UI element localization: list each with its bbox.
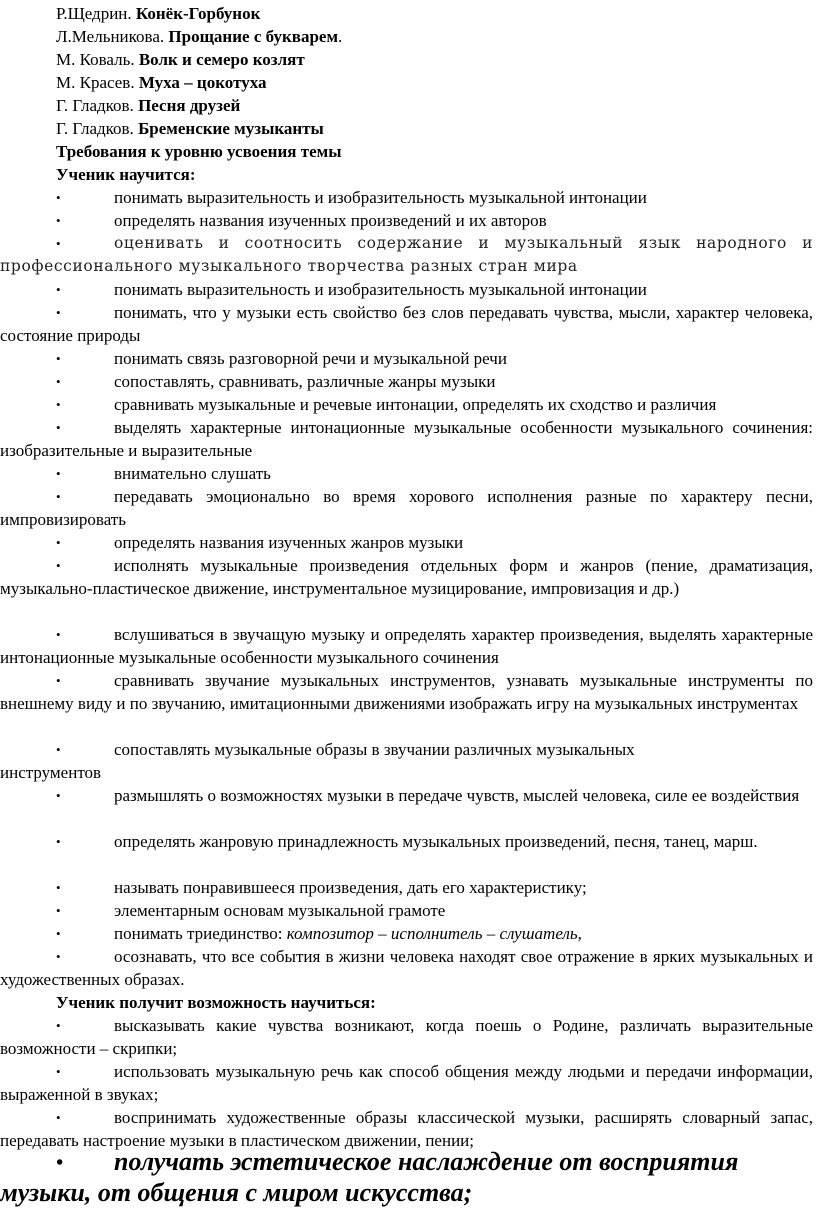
bullet-icon: •: [56, 282, 61, 297]
work-line: [56, 71, 266, 94]
requirements-heading: Требования к уровню усвоения темы: [56, 142, 342, 161]
work-line: [56, 2, 260, 25]
work-title: Бременские музыканты: [138, 119, 324, 138]
list-item: • внимательно слушать: [56, 464, 271, 483]
bullet-icon: •: [56, 1152, 64, 1174]
bullet-icon: •: [56, 190, 61, 205]
work-line: [56, 117, 324, 140]
list-item: • сравнивать звучание музыкальных инструментов, узнавать музыкальные инструменты по внешнему виду и по звучанию, имитационными движениями изображать игру на музыкальных инструментах: [0, 671, 813, 713]
triad-italic: композитор – исполнитель – слушатель: [286, 924, 578, 943]
bullet-icon: •: [56, 351, 61, 366]
work-line: [56, 48, 305, 71]
list-item: • сравнивать музыкальные и речевые интонации, определять их сходство и различия: [56, 395, 717, 414]
work-author: Р.Щедрин.: [56, 4, 132, 23]
bullet-icon: •: [56, 1110, 61, 1125]
list-item: • элементарным основам музыкальной грамоте: [56, 901, 446, 920]
list-item: • определять жанровую принадлежность музыкальных произведений, песня, танец, марш.: [56, 832, 758, 851]
list-item: • вслушиваться в звучащую музыку и определять характер произведения, выделять характерные интонационные музыкальные особенности музыкального сочинения: [0, 625, 813, 667]
bullet-icon: •: [56, 236, 61, 251]
list-item: • исполнять музыкальные произведения отдельных форм и жанров (пение, драматизация, музыкально-пластическое движение, инструментальное музицирование, импровизация и др.): [0, 556, 813, 598]
student-will-learn-heading: Ученик научится:: [56, 165, 196, 184]
bullet-icon: •: [56, 374, 61, 389]
bullet-icon: •: [56, 949, 61, 964]
bullet-icon: •: [56, 420, 61, 435]
work-author: Л.Мельникова.: [56, 27, 165, 46]
bullet-icon: •: [56, 535, 61, 550]
bullet-icon: •: [56, 926, 61, 941]
work-author: Г. Гладков.: [56, 119, 134, 138]
list-item: • осознавать, что все события в жизни человека находят свое отражение в ярких музыкальных и художественных образах.: [0, 947, 813, 989]
bullet-icon: •: [56, 788, 61, 803]
list-item: • понимать, что у музыки есть свойство без слов передавать чувства, мысли, характер человека, состояние природы: [0, 303, 813, 345]
work-title: Конёк-Горбунок: [135, 4, 261, 23]
bullet-icon: •: [56, 880, 61, 895]
bullet-icon: •: [56, 1018, 61, 1033]
list-item-emphasized: • получать эстетическое наслаждение от восприятия музыки, от общения с миром искусства;: [0, 1147, 739, 1207]
bullet-icon: •: [56, 466, 61, 481]
list-item: • понимать связь разговорной речи и музыкальной речи: [56, 349, 507, 368]
list-item: • использовать музыкальную речь как способ общения между людьми и передачи информации, выраженной в звуках;: [0, 1062, 813, 1104]
bullet-icon: •: [56, 397, 61, 412]
bullet-icon: •: [56, 305, 61, 320]
list-item: • понимать выразительность и изобразительность музыкальной интонации: [56, 280, 647, 299]
list-item: • сопоставлять, сравнивать, различные жанры музыки: [56, 372, 496, 391]
bullet-icon: •: [56, 834, 61, 849]
work-title: Муха – цокотуха: [138, 73, 267, 92]
list-item: • оценивать и соотносить содержание и музыкальный язык народного и профессионального музыкального творчества разных стран мира: [0, 234, 813, 275]
work-line: [56, 94, 240, 117]
list-item: • передавать эмоционально во время хорового исполнения разные по характеру песни, импровизировать: [0, 487, 813, 529]
list-item: • определять названия изученных произведений и их авторов: [56, 211, 547, 230]
list-item: • воспринимать художественные образы классической музыки, расширять словарный запас, передавать настроение музыки в пластическом движении, пении;: [0, 1108, 813, 1150]
bullet-icon: •: [56, 489, 61, 504]
bullet-icon: •: [56, 213, 61, 228]
bullet-icon: •: [56, 673, 61, 688]
work-line: Л.Мельникова. Прощание с букварем.: [56, 27, 343, 46]
work-title: Песня друзей: [138, 96, 241, 115]
bullet-icon: •: [56, 627, 61, 642]
list-item: • выделять характерные интонационные музыкальные особенности музыкального сочинения: изобразительные и выразительные: [0, 418, 813, 460]
list-item: • высказывать какие чувства возникают, когда поешь о Родине, различать выразительные возможности – скрипки;: [0, 1016, 813, 1058]
bullet-icon: •: [56, 903, 61, 918]
list-item: • размышлять о возможностях музыки в передаче чувств, мыслей человека, силе ее воздействия: [56, 786, 800, 805]
work-author: Г. Гладков.: [56, 96, 134, 115]
work-author: М. Красев.: [56, 73, 135, 92]
opportunity-heading: Ученик получит возможность научиться:: [56, 993, 376, 1012]
work-title: Волк и семеро козлят: [138, 50, 305, 69]
bullet-icon: •: [56, 558, 61, 573]
bullet-icon: •: [56, 742, 61, 757]
bullet-icon: •: [56, 1064, 61, 1079]
list-item: • понимать выразительность и изобразительность музыкальной интонации: [56, 188, 647, 207]
list-item: • понимать триединство: композитор – исполнитель – слушатель,: [56, 924, 582, 943]
list-item: • определять названия изученных жанров музыки: [56, 533, 464, 552]
list-item: • называть понравившееся произведения, дать его характеристику;: [56, 878, 587, 897]
work-title: Прощание с букварем: [168, 27, 339, 46]
work-author: М. Коваль.: [56, 50, 135, 69]
list-item: • сопоставлять музыкальные образы в звучании различных музыкальных инструментов: [0, 740, 635, 782]
